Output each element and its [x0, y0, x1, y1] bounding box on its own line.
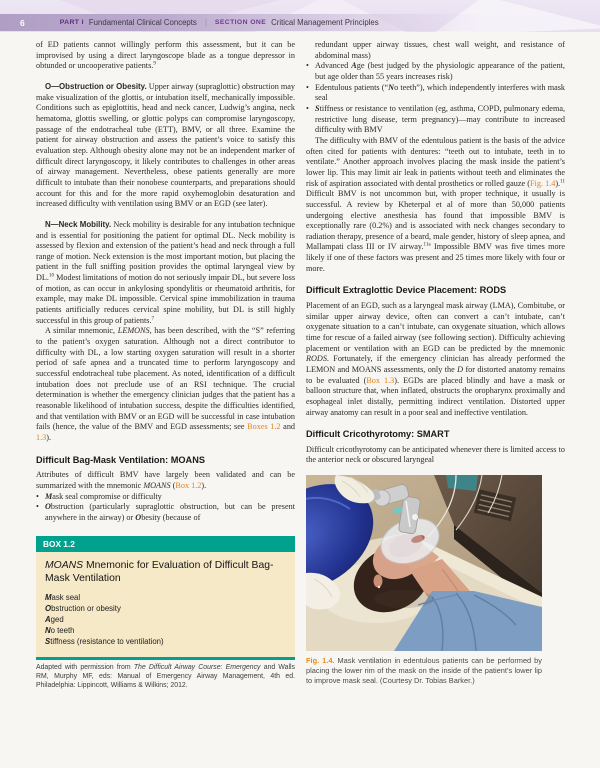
figure-photo-mask-ventilation	[306, 475, 542, 651]
cross-reference-link[interactable]: Box 1.3	[366, 375, 395, 385]
text-segment: Edentulous patients (“	[315, 82, 389, 92]
bullet-icon: •	[36, 491, 39, 501]
text-segment: Advanced	[315, 61, 352, 71]
page-number: 6	[20, 17, 25, 28]
part-title: Fundamental Clinical Concepts	[88, 18, 197, 27]
heading-difficult-bmv-moans: Difficult Bag-Mask Ventilation: MOANS	[36, 454, 205, 465]
box-body	[36, 552, 295, 660]
text-segment: Placement of an EGD, such as a laryngeal mask airway (LMA), Combitube, or similar upper airway device, often can convert a can’t intubate, can’t oxygenate situation to a can’t intubate, can oxygenate situation, which allows time for rescue of a failed airway (see following section). Difficulty achieving placement or ventilation with an EGD can be predicted by the mnemonic	[306, 301, 565, 353]
section-title: Critical Management Principles	[271, 18, 379, 27]
heading-difficult-cricothyrotomy-smart: Difficult Cricothyrotomy: SMART	[306, 429, 450, 440]
text-segment: tiffness (resistance to ventilation)	[50, 636, 164, 646]
text-segment: 7	[151, 315, 155, 322]
text-segment: 11	[560, 177, 565, 184]
text-segment: and	[280, 422, 296, 432]
list-item	[36, 492, 295, 503]
box-1-2	[36, 536, 295, 659]
part-label: PART I	[59, 19, 84, 26]
figure-caption	[306, 656, 542, 685]
text-segment: for distorted anatomy remains to be evaluated (	[306, 364, 565, 385]
paragraph-neck-mobility	[36, 220, 295, 327]
text-segment: 10	[48, 272, 55, 279]
text-segment: S	[45, 636, 51, 646]
mnemonic-item	[45, 615, 286, 626]
bullet-icon: •	[306, 103, 309, 113]
text-segment: M	[45, 491, 53, 501]
text-segment: D	[457, 364, 464, 374]
text-segment: besity (because of	[141, 512, 201, 522]
text-segment: Modest limitations of motion do not seriously impair DL, but severe loss of motion, as can occur in ankylosing spondylitis or rheumatoid arthritis, for example, may make DL impossible. Cervical spine immobilization in trauma patients artificially reduces cervical spine mobility, but DL is still highly successful in this group of patients.	[36, 273, 295, 325]
list-item	[36, 502, 295, 523]
text-segment: N—Neck Mobility.	[45, 219, 112, 229]
text-segment: O	[135, 512, 142, 522]
text-segment: O	[45, 502, 51, 512]
text-segment: Difficult cricothyrotomy can be anticipated whenever there is limited access to the anterior neck or obscured laryngeal	[306, 444, 565, 465]
paragraph-rods	[306, 301, 565, 418]
mnemonic-item	[45, 626, 286, 637]
cross-reference-link[interactable]: Fig. 1.4	[529, 178, 556, 188]
text-segment: A	[45, 615, 51, 625]
text-segment: O—Obstruction or Obesity.	[45, 81, 147, 91]
page-header	[0, 0, 600, 32]
text-segment: Difficult BMV is not uncommon but, with proper technique, it usually is successful. A review by Kheterpal et al of more than 50,000 patients undergoing elective anesthesia has found that impossible BMV is exceptionally rare (0.2%) and is associated with neck changes secondary to radiation therapy, presence of a beard, male gender, history of sleep apnea, and Mallampati class III or IV airway.	[306, 189, 565, 252]
text-segment: O	[45, 604, 52, 614]
cross-reference-link[interactable]: Box 1.2	[175, 480, 202, 490]
text-segment: Adapted with permission from	[36, 663, 134, 671]
mnemonic-item	[45, 604, 286, 615]
text-segment: ge (best judged by the physiologic appearance of the patient, but age older than 55 years increases risk)	[315, 61, 565, 81]
text-segment: ).	[46, 432, 52, 442]
text-segment: . Fortunately, if the emergency clinician has already performed the LEMON and MOANS assessments, only the	[306, 354, 565, 374]
text-segment: S	[315, 103, 320, 113]
text-segment: ask seal compromise or difficulty	[52, 491, 162, 501]
text-segment: A similar mnemonic,	[45, 326, 118, 336]
paragraph-obstruction-obesity	[36, 82, 295, 210]
text-segment: tiffness or resistance to ventilation (eg, asthma, COPD, pulmonary edema, restrictive lung disease, term pregnancy)—may contribute to increased difficulty with BMV	[315, 103, 565, 135]
figure-caption-text: Mask ventilation in edentulous patients can be performed by placing the lower rim of the mask on the inside of the patient’s lower lip to improve mask seal. (Courtesy Dr. Tobias Barker.)	[306, 656, 542, 685]
text-segment: Impossible BMV was five times more likely if one of these factors was present and 25 times more likely with four or more.	[306, 242, 565, 273]
bullet-icon: •	[306, 82, 309, 92]
paragraph-lemons	[36, 326, 295, 443]
list-item	[306, 83, 565, 104]
text-segment: redundant upper airway tissues, chest wall weight, and resistance of abdominal mass)	[315, 40, 565, 60]
section-label: SECTION ONE	[214, 19, 267, 26]
text-segment: Attributes of difficult BMV have largely been validated and can be summarized with the mnemonic	[36, 470, 295, 490]
text-segment: A	[351, 61, 357, 71]
text-segment: ).	[555, 178, 561, 188]
text-segment: M	[45, 593, 52, 603]
right-column	[306, 40, 565, 685]
text-segment: (	[170, 480, 176, 490]
text-segment: ask seal	[51, 593, 81, 603]
text-segment: bstruction (particularly supraglottic obstruction, but can be present anywhere in the airway) or	[45, 502, 295, 522]
paragraph-bmv-edentulous	[306, 136, 565, 275]
text-segment: MOANS	[45, 560, 84, 572]
text-segment: o teeth”), which independently interferes with mask seal	[315, 82, 565, 103]
text-segment: ). EGDs are placed blindly and have a mask or balloon structure that, when inflated, obstructs the oropharynx proximally and esophageal inlet distally, permitting indirect ventilation. Distorted upper airway anatomy can result in a poor seal and ineffective ventilation.	[306, 375, 566, 417]
cross-reference-link[interactable]: Boxes 1.2	[247, 422, 281, 432]
text-segment: o teeth	[50, 625, 75, 635]
cross-reference-link[interactable]: 1.3	[36, 432, 47, 442]
box-mnemonic-list	[45, 593, 286, 648]
paragraph-bmv-attributes	[36, 470, 295, 491]
text-segment: MOANS	[143, 480, 171, 490]
text-segment: N	[45, 625, 51, 635]
text-segment: LEMONS	[117, 326, 150, 336]
bullet-icon: •	[306, 61, 309, 71]
heading-difficult-egd-rods: Difficult Extraglottic Device Placement: RODS	[306, 285, 507, 296]
mnemonic-item	[45, 637, 286, 648]
list-item	[306, 104, 565, 136]
box-source-note	[36, 664, 295, 691]
text-segment: 9	[153, 60, 156, 67]
text-segment: Upper airway (supraglottic) obstruction may make visualization of the glottis, or intubation itself, mechanically impossible. Conditions such as epiglottitis, head and neck cancer, Ludwig’s angina, neck hematoma, glottis swelling, or glottic polyps can compromise laryngoscopy, passage of the endotracheal tube (ETT), BMV, or all three. Examine the patient for airway obstruction and assess the patient’s voice to satisfy this evaluation step. Although obesity alone may not be an independent marker of difficult direct laryngoscopy, it likely contributes to challenges in other areas of airway management. Nevertheless, obese patients generally are more difficult to intubate than their nonobese counterparts, and preparations should account for this and for the more rapid oxyhemoglobin desaturation and increased difficulty with ventilation using BMV or an EGD (see later).	[36, 81, 295, 209]
text-segment: The difficulty with BMV of the edentulous patient is the basis of the advice often cited for patients with dentures: “teeth out to intubate, teeth in to ventilate.” Another approach involves placing the mask inside the patient’s lower lip. This may limit air leak in patients without teeth and eliminates the risk of aspiration associated with dental prosthetics or rolled gauze (	[306, 135, 565, 188]
list-item	[306, 61, 565, 82]
text-segment: 11a	[423, 241, 431, 248]
bullet-icon: •	[36, 502, 39, 512]
header-band	[0, 14, 600, 31]
paragraph-smart	[306, 445, 565, 466]
list-item-continuation	[306, 40, 565, 61]
text-segment: , has been described, with the “S” referring to the patient’s oxygen saturation. Although not a direct contributor to difficulty with DL, a low starting oxygen saturation will result in a shorter period of safe apnea and a truncated time to perform laryngoscopy and successful endotracheal tube placement. As noted, identification of a difficult intubation does not preclude use of an RSI technique. The crucial determination is whether the emergency clinician judges that the patient has a reasonable likelihood of intubation success, despite the difficulties identified, and that ventilation with BMV or an EGD will be successful in case intubation fails (hence, the value of the BMV and EGD assessments; see	[36, 326, 295, 432]
text-segment: The Difficult Airway Course: Emergency	[133, 663, 261, 671]
text-segment: N	[388, 82, 395, 92]
left-column	[36, 40, 295, 691]
text-segment: RODS	[306, 354, 327, 364]
box-title	[45, 560, 286, 585]
figure-caption-label: Fig. 1.4.	[306, 656, 335, 666]
text-segment: ).	[201, 480, 207, 490]
text-segment: of ED patients cannot willingly perform this assessment, but it can be improvised by using a direct laryngoscope blade as a tongue depressor in obtunded or uncooperative patients.	[36, 40, 295, 71]
text-segment: Mnemonic for Evaluation of Difficult Bag-Mask Ventilation	[45, 560, 274, 584]
text-segment: ged	[50, 615, 64, 625]
figure-1-4	[306, 475, 542, 685]
text-segment: bstruction or obesity	[51, 604, 121, 614]
paragraph-intro-continuation	[36, 40, 295, 72]
mnemonic-item	[45, 593, 286, 604]
box-label: BOX 1.2	[36, 536, 295, 552]
header-separator: |	[204, 18, 207, 27]
text-segment: Neck mobility is desirable for any intubation technique and is essential for positioning the patient for optimal DL. Neck mobility is assessed by flexion and extension of the patient’s head and neck through a full range of motion. Neck extension is the most important motion, but placing the patient in the full sniffing position provides the optimal laryngeal view by DL.	[36, 219, 295, 283]
text-segment: and Walls RM, Murphy MF, eds: Manual of Emergency Airway Management, 4th ed. Philadelphia: Lippincott, Williams & Wilkins; 2012.	[36, 663, 295, 689]
patient-ear	[374, 575, 383, 588]
